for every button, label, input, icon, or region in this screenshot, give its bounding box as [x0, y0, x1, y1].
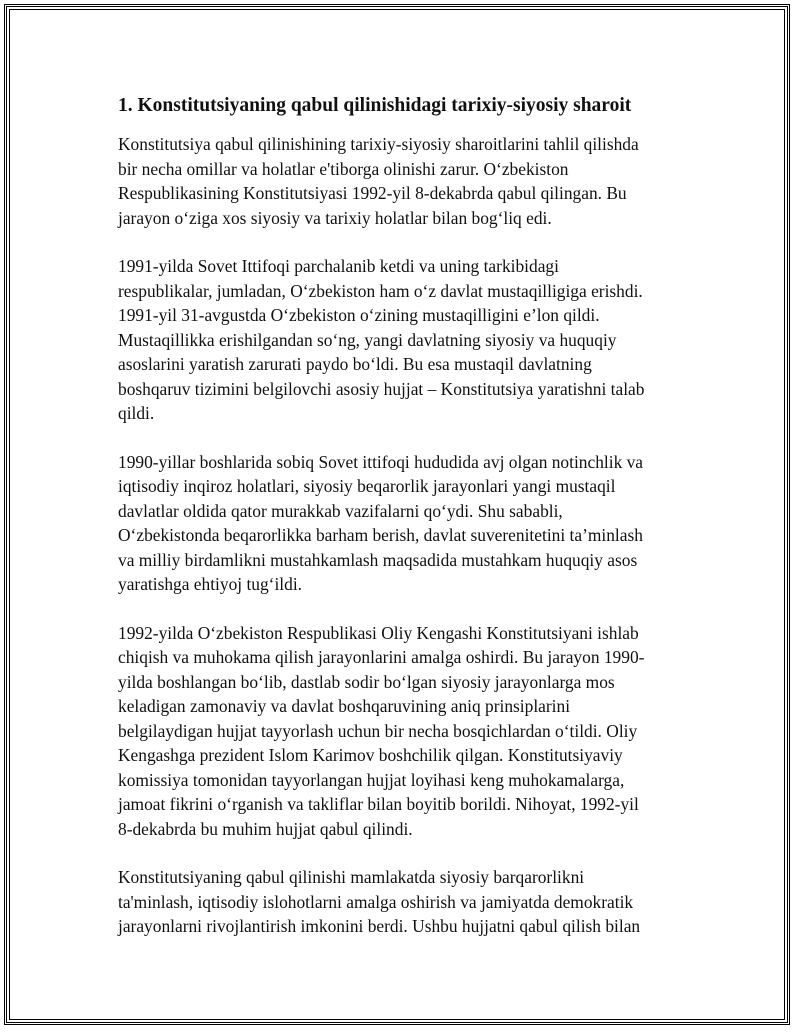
- text-line: ta'minlash, iqtisodiy islohotlarni amalga oshirish va jamiyatda demokratik: [118, 891, 634, 912]
- paragraph-2: [118, 254, 678, 426]
- text-line: 8-dekabrda bu muhim hujjat qabul qilindi.: [118, 818, 413, 839]
- text-line: 1992-yilda O‘zbekiston Respublikasi Oliy Kengashi Konstitutsiyani ishlab: [118, 622, 639, 643]
- paragraph-1: [118, 132, 678, 230]
- text-line: va milliy birdamlikni mustahkamlash maqsadida mustahkam huquqiy asos: [118, 549, 638, 570]
- text-line: keladigan zamonaviy va davlat boshqaruvining aniq prinsiplarini: [118, 696, 571, 716]
- paragraph-5: [118, 865, 678, 939]
- text-line: Kengashga prezident Islom Karimov boshchilik qilgan. Konstitutsiyaviy: [118, 745, 623, 765]
- text-line: chiqish va muhokama qilish jarayonlarini amalga oshirdi. Bu jarayon 1990-: [118, 647, 645, 667]
- paragraph-4: [118, 621, 678, 842]
- text-line: 1991-yilda Sovet Ittifoqi parchalanib ketdi va uning tarkibidagi: [118, 256, 559, 276]
- document-body: [118, 92, 678, 963]
- text-line: 1990-yillar boshlarida sobiq Sovet ittifoqi hududida avj olgan notinchlik va: [118, 451, 644, 472]
- text-line: bir necha omillar va holatlar e'tiborga olinishi zarur. O‘zbekiston: [118, 158, 569, 179]
- section-heading: 1. Konstitutsiyaning qabul qilinishidagi tarixiy-siyosiy sharoit: [118, 95, 632, 116]
- text-line: Respublikasining Konstitutsiyasi 1992-yil 8-dekabrda qabul qilingan. Bu: [118, 183, 627, 203]
- text-line: komissiya tomonidan tayyorlangan hujjat loyihasi keng muhokamalarga,: [118, 769, 625, 790]
- text-line: jarayonlarni rivojlantirish imkonini berdi. Ushbu hujjatni qabul qilish bilan: [118, 916, 641, 936]
- text-line: yaratishga ehtiyoj tug‘ildi.: [118, 574, 303, 594]
- text-line: yilda boshlangan bo‘lib, dastlab sodir bo‘lgan siyosiy jarayonlarga mos: [118, 671, 615, 692]
- text-line: Konstitutsiyaning qabul qilinishi mamlakatda siyosiy barqarorlikni: [118, 867, 585, 887]
- text-line: davlatlar oldida qator murakkab vazifalarni qo‘ydi. Shu sababli,: [118, 500, 563, 521]
- text-line: 1991-yil 31-avgustda O‘zbekiston o‘zining mustaqilligini e’lon qildi.: [118, 305, 600, 325]
- text-line: respublikalar, jumladan, O‘zbekiston ham o‘z davlat mustaqilligiga erishdi.: [118, 280, 643, 301]
- text-line: jamoat fikrini o‘rganish va takliflar bilan boyitib borildi. Nihoyat, 1992-yil: [118, 794, 639, 814]
- text-line: asoslarini yaratish zarurati paydo bo‘ldi. Bu esa mustaqil davlatning: [118, 354, 592, 374]
- text-line: O‘zbekistonda beqarorlikka barham berish, davlat suverenitetini ta’minlash: [118, 525, 643, 545]
- text-line: belgilaydigan hujjat tayyorlash uchun bir necha bosqichlardan o‘tildi. Oliy: [118, 720, 638, 741]
- text-line: qildi.: [118, 403, 155, 423]
- text-line: jarayon o‘ziga xos siyosiy va tarixiy holatlar bilan bog‘liq edi.: [118, 207, 552, 228]
- text-line: boshqaruv tizimini belgilovchi asosiy hujjat – Konstitutsiya yaratishni talab: [118, 378, 645, 399]
- paragraph-3: [118, 450, 678, 597]
- text-line: iqtisodiy inqiroz holatlari, siyosiy beqarorlik jarayonlari yangi mustaqil: [118, 476, 616, 496]
- text-line: Mustaqillikka erishilgandan so‘ng, yangi davlatning siyosiy va huquqiy: [118, 329, 617, 350]
- text-line: Konstitutsiya qabul qilinishining tarixiy-siyosiy sharoitlarini tahlil qilishda: [118, 134, 639, 154]
